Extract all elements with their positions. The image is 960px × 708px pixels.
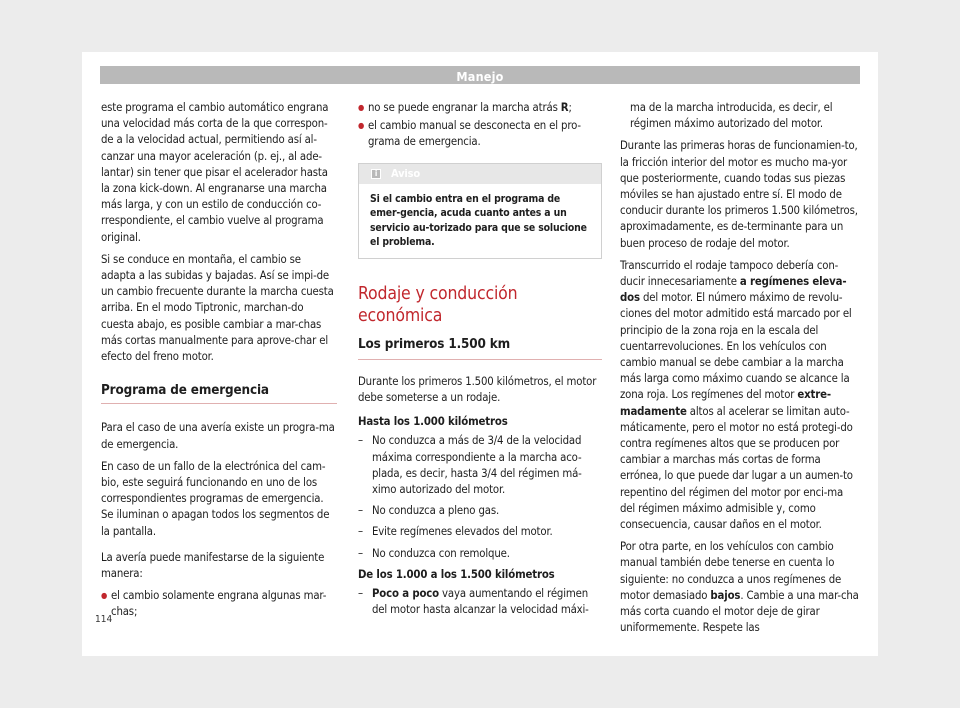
section-subtitle: Los primeros 1.500 km <box>358 336 511 352</box>
bullet-item: ● el cambio manual se desconecta en el pro-grama de emergencia. <box>358 118 602 150</box>
notice-header <box>359 164 601 184</box>
paragraph: Si se conduce en montaña, el cambio se adapta a las subidas y bajadas. Así se impi-de un cambio frecuente durante la marcha cuesta arriba. En el modo Tiptronic, marchan-do cuesta abajo, es posible cambiar a mar-chas más cortas manualmente para aprove-char el efecto del freno motor. <box>101 252 334 364</box>
dash-text: vaya aumentando el régimen del motor hasta alcanzar la velocidad máxi- <box>372 587 589 617</box>
gear-letter: R <box>560 101 569 114</box>
dash-item: – No conduzca con remolque. <box>358 546 602 562</box>
text: altos al acelerar se limitan auto-máticamente, pero el motor no está protegi-do contra regímenes altos que se producen por cambiar a marchas más cortas de forma errónea, lo que puede dar lugar a un aumen-to repentino del régimen del motor por enci-ma del régimen máximo admisible y, como consecuencia, causar daños en el motor. <box>620 404 853 532</box>
subsection-heading: De los 1.000 a los 1.500 kilómetros <box>358 567 555 581</box>
bullet-text: no se puede engranar la marcha atrás <box>368 101 561 114</box>
chapter-header <box>100 66 860 84</box>
notice-title: Aviso <box>391 166 421 180</box>
dash-item: – Evite regímenes elevados del motor. <box>358 524 602 540</box>
paragraph <box>620 539 860 636</box>
dash-item <box>358 586 602 618</box>
subheading: Programa de emergencia <box>101 383 269 399</box>
subheading-rule <box>101 403 337 404</box>
emphasis: extre-madamente <box>620 388 831 418</box>
notice-body: Si el cambio entra en el programa de emer-gencia, acuda cuanto antes a un servicio au-torizado para que se solucione el problema. <box>370 192 587 249</box>
subtitle-rule <box>358 359 602 360</box>
column-3 <box>620 100 860 643</box>
bullet-item: ● el cambio solamente engrana algunas mar-chas; <box>101 588 337 620</box>
dash-item: – No conduzca a más de 3/4 de la velocidad máxima correspondiente a la marcha aco-plada, es decir, hasta 3/4 del régimen má-ximo autorizado del motor. <box>358 433 602 498</box>
text: Transcurrido el rodaje tampoco debería con-ducir innecesariamente <box>620 258 839 289</box>
bullet-item <box>358 100 602 116</box>
paragraph: La avería puede manifestarse de la siguiente manera: <box>101 550 325 581</box>
section-title: Rodaje y conducción económica <box>358 283 518 326</box>
paragraph <box>620 258 860 533</box>
paragraph: Durante los primeros 1.500 kilómetros, el motor debe someterse a un rodaje. <box>358 374 597 405</box>
paragraph: En caso de un fallo de la electrónica del cam-bio, este seguirá funcionando en uno de los correspondientes programas de emergencia. Se iluminan o apagan todos los segmentos de la pantalla. <box>101 459 330 538</box>
text: Por otra parte, en los vehículos con cambio manual también debe tenerse en cuenta lo siguiente: no conduzca a unos regímenes de motor demasiado <box>620 540 842 602</box>
text: . Cambie a una mar-cha más corta cuando el motor deje de girar uniformemente. Respete las <box>620 588 859 635</box>
subsection-heading: Hasta los 1.000 kilómetros <box>358 415 508 429</box>
bullet-text-end: ; <box>568 101 572 114</box>
emphasis: bajos <box>710 588 741 602</box>
emphasis: Poco a poco <box>372 587 439 601</box>
column-2 <box>358 100 602 623</box>
notice-box <box>358 163 602 259</box>
subheading-block <box>101 383 337 404</box>
continued-dash-text: ma de la marcha introducida, es decir, el régimen máximo autorizado del motor. <box>630 101 833 131</box>
text: del motor. El número máximo de revolu-ciones del motor admitido está marcado por el principio de la zona roja en la escala del cuentarrevoluciones. En los vehículos con cambio manual se debe cambiar a la marcha más larga como máximo cuando se alcance la zona roja. Los regímenes del motor <box>620 291 852 402</box>
dash-item: – No conduzca a pleno gas. <box>358 503 602 519</box>
paragraph: Durante las primeras horas de funcionamien-to, la fricción interior del motor es mucho ma-yor que posteriormente, cuando todas sus piezas móviles se han ajustado entre sí. El modo de conducir durante los primeros 1.500 kilómetros, aproximadamente, es de-terminante para un buen proceso de rodaje del motor. <box>620 139 858 250</box>
column-1 <box>101 100 337 623</box>
info-icon: i <box>371 169 381 179</box>
page-number: 114 <box>95 614 113 625</box>
paragraph: este programa el cambio automático engrana una velocidad más corta de la que correspon-de a la velocidad actual, permitiendo así al-canzar una mayor aceleración (p. ej., al ade-lantar) sin tener que pisar el acelerador hasta la zona kick-down. Al engranarse una marcha más larga, y con un estilo de conducción co-rrespondiente, el cambio vuelve al programa original. <box>101 101 329 244</box>
paragraph: Para el caso de una avería existe un progra-ma de emergencia. <box>101 421 335 451</box>
emphasis: a regímenes eleva-dos <box>620 275 847 305</box>
chapter-title: Manejo <box>456 69 504 84</box>
section-sub-block <box>358 337 602 360</box>
